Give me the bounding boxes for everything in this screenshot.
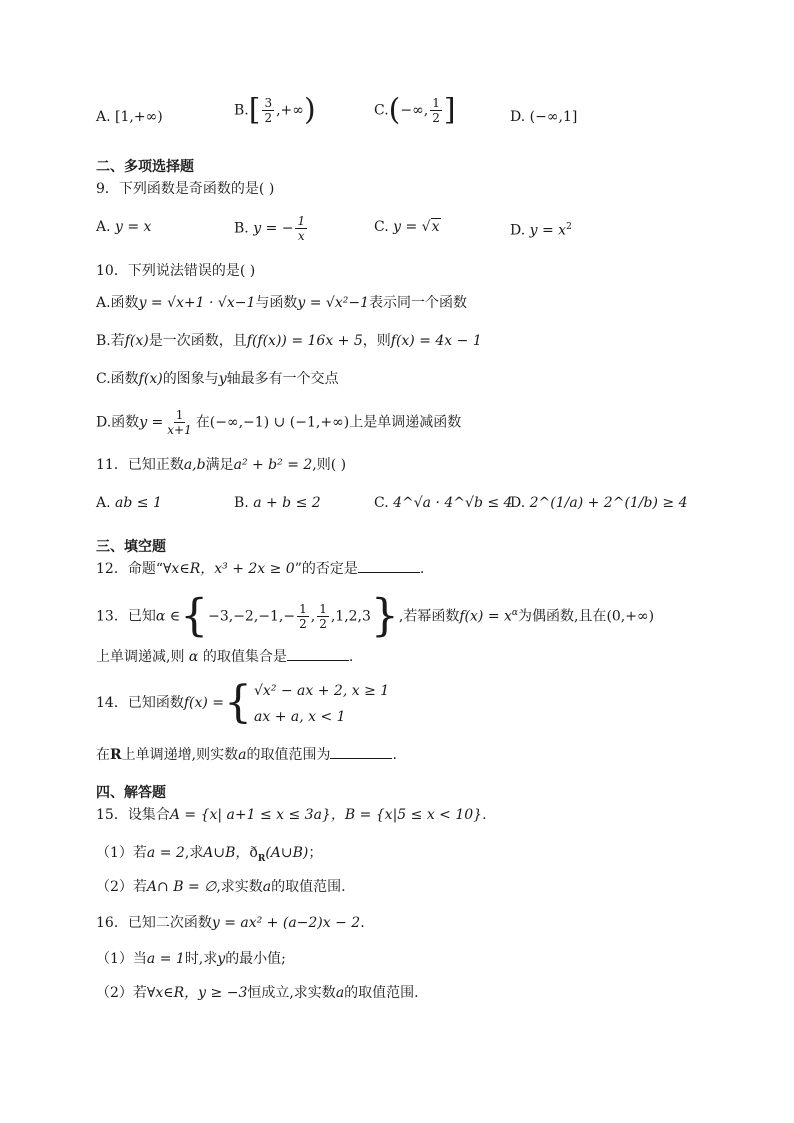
q11-option-c: C. 4^√a · 4^√b ≤ 4 [374,495,513,511]
q11-stem: 11．已知正数a,b满足a² + b² = 2,则( ) [96,457,347,473]
q16-part1: （1）当a = 1时,求y的最小值; [96,951,286,967]
q14-case2: ax + a, x < 1 [254,709,346,725]
q9-option-b: B. y = − $\frac{1}{x}$ [234,214,306,243]
q10-option-d: D.函数y = $\frac{1}{x+1}$ 在(−∞,−1) ∪ (−1,+∞)上是单调递减函数 [96,408,462,437]
section-fill-in-heading: 三、填空题 [96,539,166,555]
q9-option-c: C. y = √x [374,219,440,235]
q15-part2: （2）若A∩ B = ∅,求实数a的取值范围. [96,879,346,895]
section-solutions-heading: 四、解答题 [96,785,166,801]
q9-options [96,214,736,243]
q12: 12．命题“∀x∈R，x³ + 2x ≥ 0”的否定是 . [96,556,736,582]
q8-option-b: B.[ $\frac{3}{2}$ ,+∞) [234,92,316,128]
q9-option-d: D. $y = x^2$ [510,222,572,239]
q14-answer-blank[interactable] [330,742,392,759]
section-multiple-choice-heading: 二、多项选择题 [96,159,194,175]
q16-part2: （2）若∀x∈R，y ≥ −3恒成立,求实数a的取值范围. [96,985,419,1001]
q14-case1: √x² − ax + 2, x ≥ 1 [254,683,390,699]
q14-line1: 14．已知函数f(x) ={ [96,677,253,728]
q10-option-b: B.若f(x)是一次函数，且f(f(x)) = 16x + 5，则f(x) = 4x − 1 [96,333,482,349]
q11-option-a: A. ab ≤ 1 [96,495,162,511]
q10-stem: 10．下列说法错误的是( ) [96,263,256,279]
q9-stem: 9．下列函数是奇函数的是( ) [96,181,275,197]
q8-option-a: A. [1,+∞) [96,109,163,125]
q13-line2: 上单调递减,则 α 的取值集合是 . [96,644,736,670]
q8-option-d: D. (−∞,1] [510,109,578,125]
q10-option-a: A.函数y = √x+1 · √x−1与函数y = √x²−1表示同一个函数 [96,295,467,311]
q13-answer-blank[interactable] [287,644,349,661]
q8-option-c: C.(−∞, $\frac{1}{2}$ ] [374,92,456,128]
q11-options [96,490,736,516]
q12-answer-blank[interactable] [358,556,420,573]
q15-part1: （1）若a = 2,求A∪B，$ð_R(A\cup B)$； [96,845,323,864]
q11-option-d: D. 2^(1/a) + 2^(1/b) ≥ 4 [510,495,688,511]
q15-stem: 15．设集合A = {x| a+1 ≤ x ≤ 3a}，B = {x|5 ≤ x < 10}. [96,807,487,823]
q11-option-b: B. a + b ≤ 2 [234,495,321,511]
q13-line1: 13．已知α ∈{−3,−2,−1,− $\frac{1}{2}$ , $\frac{1}{2}$ ,1,2,3},若幂函数$f(x) = x^\alpha$为偶函数,且在(0,+∞) [96,590,655,642]
q9-option-a: A. y = x [96,219,152,235]
q10-option-c: C.函数f(x)的图象与y轴最多有一个交点 [96,371,339,387]
q16-stem: 16．已知二次函数y = ax² + (a−2)x − 2. [96,915,365,931]
q14-line2: 在R上单调递增,则实数a的取值范围为 . [96,742,736,768]
q8-options [96,92,736,130]
